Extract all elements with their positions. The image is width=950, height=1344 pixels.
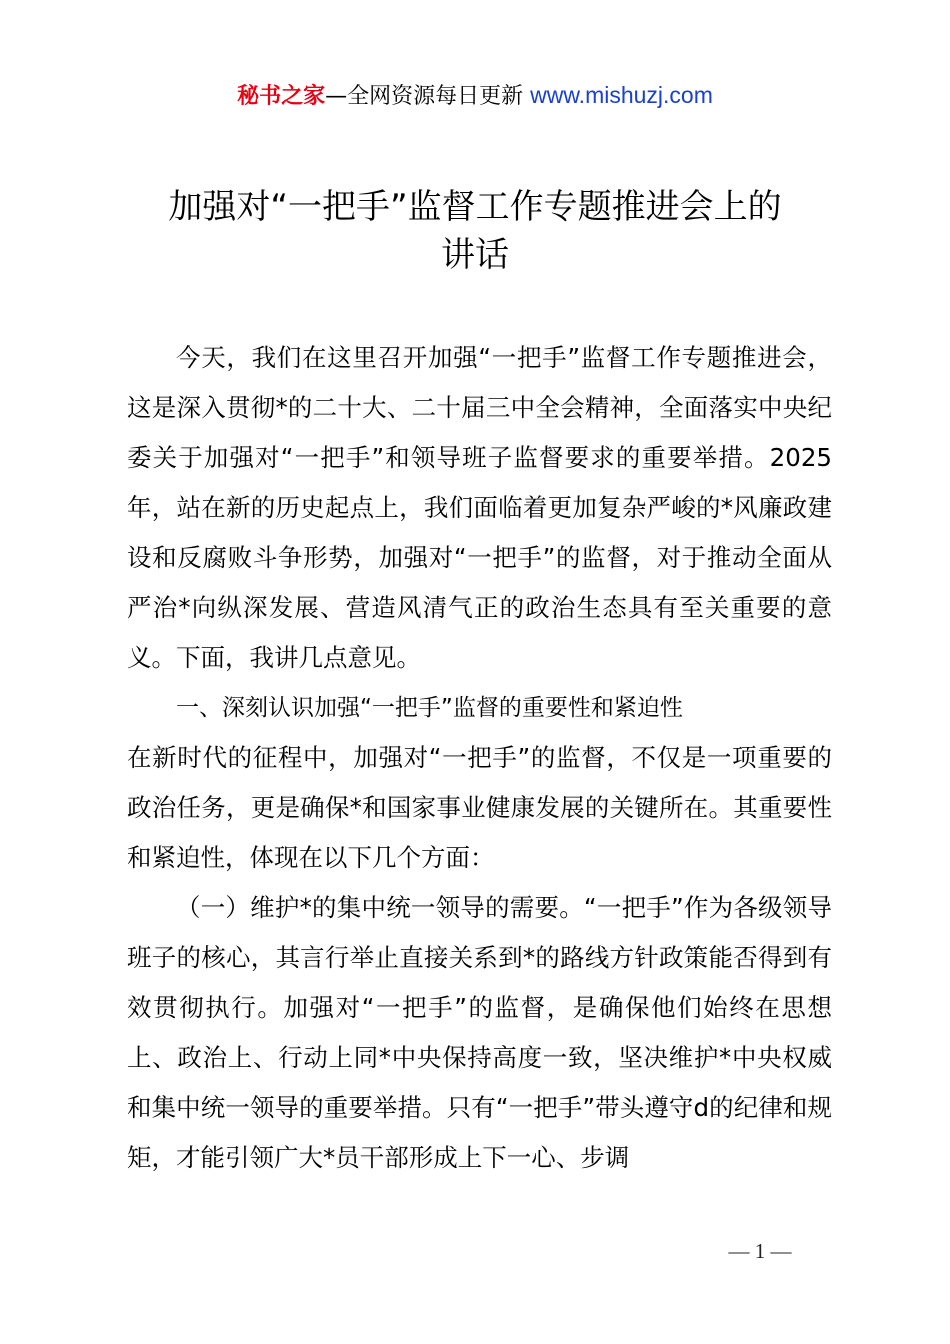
document-title-line-1: 加强对“一把手”监督工作专题推进会上的: [168, 187, 782, 227]
site-brand: 秘书之家: [237, 84, 326, 109]
document-title-line-2: 讲话: [441, 235, 509, 275]
site-header: [0, 78, 950, 114]
document-body: [127, 333, 832, 1183]
section-heading-1: 一、深刻认识加强“一把手”监督的重要性和紧迫性: [176, 695, 683, 721]
site-tagline: —全网资源每日更新: [325, 84, 531, 109]
paragraph-intro: 今天，我们在这里召开加强“一把手”监督工作专题推进会，这是深入贯彻*的二十大、二十届三中全会精神，全面落实中央纪委关于加强对“一把手”和领导班子监督要求的重要举措。2025年，站在新的历史起点上，我们面临着更加复杂严峻的*风廉政建设和反腐败斗争形势，加强对“一把手”的监督，对于推动全面从严治*向纵深发展、营造风清气正的政治生态具有至关重要的意义。下面，我讲几点意见。: [127, 343, 832, 672]
site-url[interactable]: www.mishuzj.com: [530, 82, 713, 108]
paragraph-subsection-1: （一）维护*的集中统一领导的需要。“一把手”作为各级领导班子的核心，其言行举止直接关系到*的路线方针政策能否得到有效贯彻执行。加强对“一把手”的监督，是确保他们始终在思想上、政治上、行动上同*中央保持高度一致，坚决维护*中央权威和集中统一领导的重要举措。只有“一把手”带头遵守d的纪律和规矩，才能引领广大*员干部形成上下一心、步调: [127, 893, 832, 1172]
paragraph-section-1: 在新时代的征程中，加强对“一把手”的监督，不仅是一项重要的政治任务，更是确保*和国家事业健康发展的关键所在。其重要性和紧迫性，体现在以下几个方面：: [127, 743, 832, 872]
page-number: — 1 —: [728, 1239, 792, 1263]
document-title: [100, 183, 850, 279]
